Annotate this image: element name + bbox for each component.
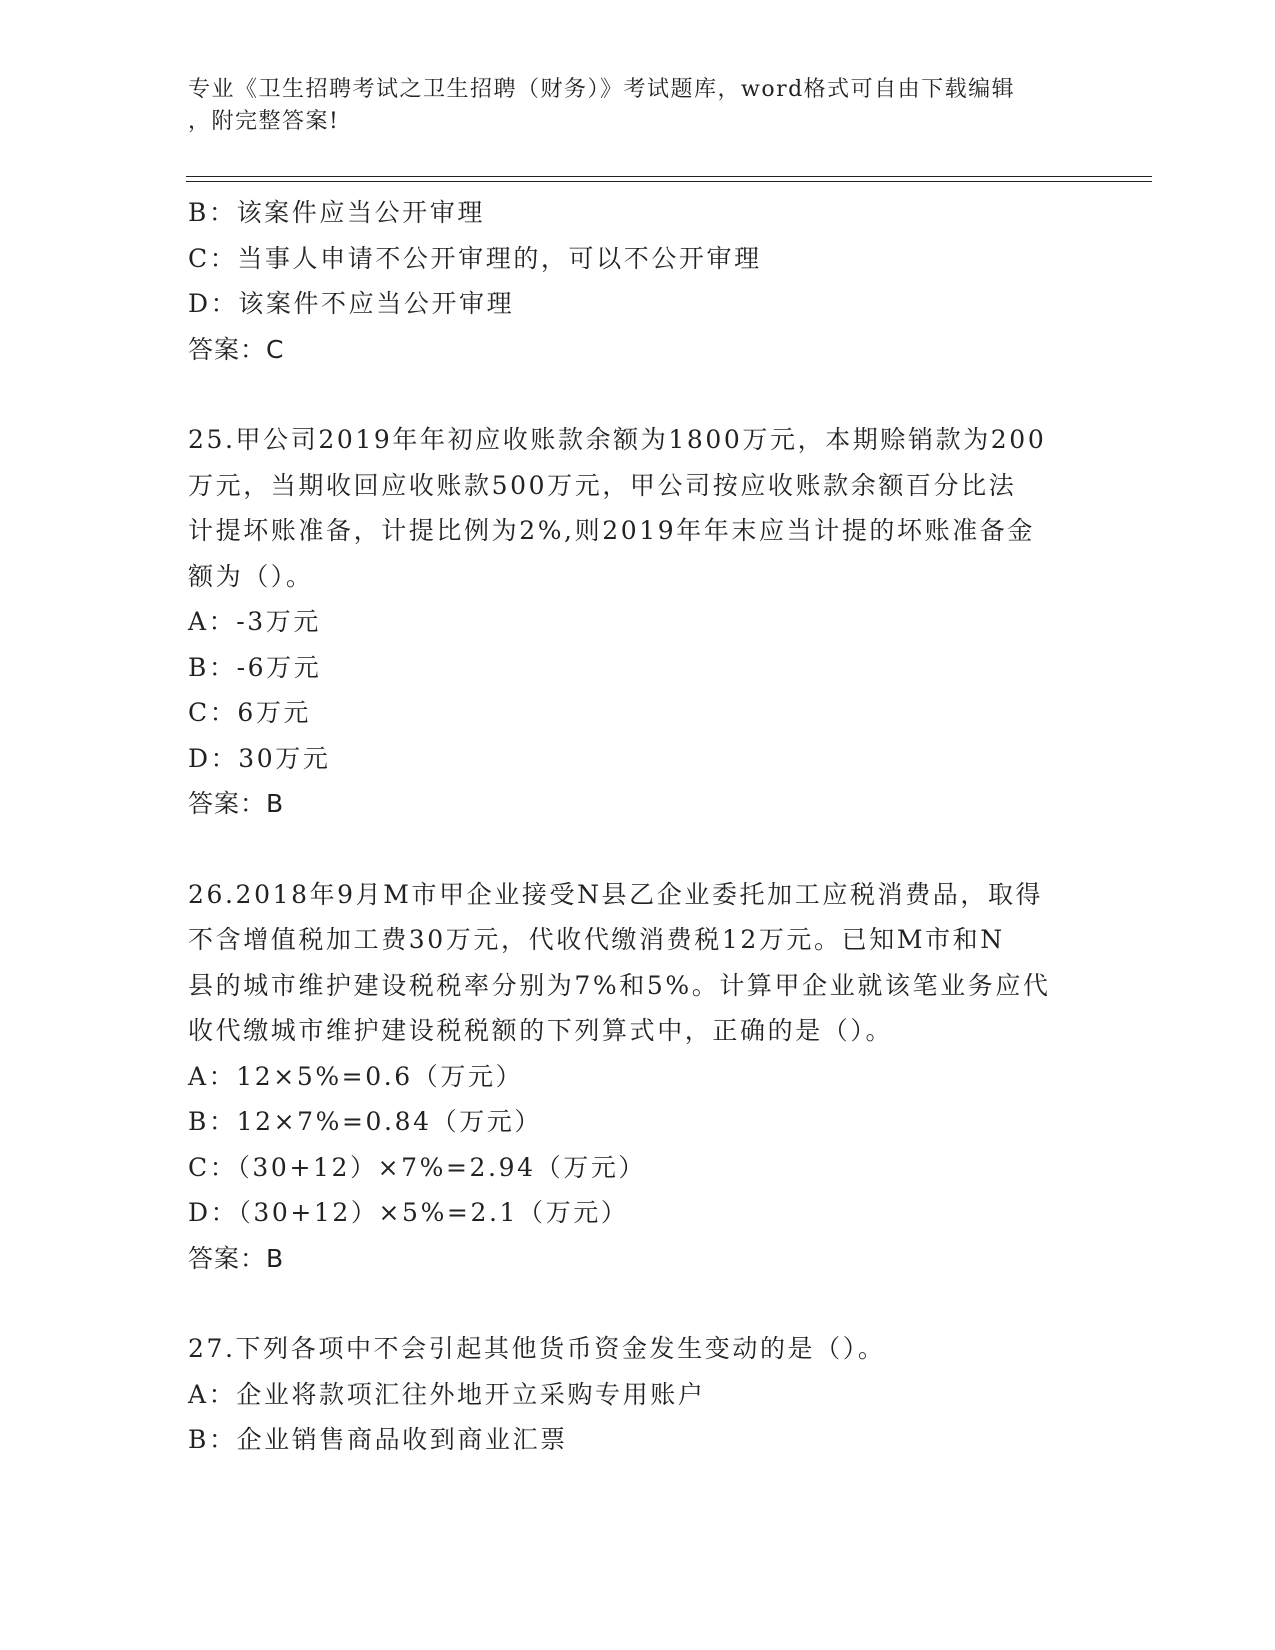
q27-option-b: B：企业销售商品收到商业汇票 <box>188 1425 568 1454</box>
header-double-rule <box>186 176 1152 182</box>
q25-option-b: B：-6万元 <box>188 652 322 682</box>
header-line-1: 专业《卫生招聘考试之卫生招聘（财务）》考试题库，word格式可自由下载编辑 <box>188 77 1016 102</box>
q25-option-d: D：30万元 <box>188 743 331 773</box>
q25-option-a: A：-3万元 <box>188 607 322 636</box>
q27-option-a: A：企业将款项汇往外地开立采购专用账户 <box>188 1379 706 1409</box>
header-line-2: ，附完整答案! <box>188 109 340 134</box>
question-content <box>188 190 1088 1463</box>
q25-stem-line: 额为（）。 <box>188 561 314 591</box>
q25-stem-line: 计提坏账准备，计提比例为2%,则2019年年末应当计提的坏账准备金 <box>188 516 1036 545</box>
q26-stem-line: 收代缴城市维护建设税税额的下列算式中，正确的是（）。 <box>188 1016 894 1045</box>
q25-stem-line: 万元，当期收回应收账款500万元，甲公司按应收账款余额百分比法 <box>188 470 1017 500</box>
q25-stem-line: 25.甲公司2019年年初应收账款余额为1800万元，本期赊销款为200 <box>188 425 1047 454</box>
q26-option-d: D：（30+12）×5%=2.1（万元） <box>188 1198 629 1227</box>
q26-answer: 答案：B <box>188 1243 285 1273</box>
q26-stem-line: 县的城市维护建设税税率分别为7%和5%。计算甲企业就该笔业务应代 <box>188 970 1051 1000</box>
page-header <box>188 74 1068 138</box>
question-27 <box>188 1326 1088 1463</box>
question-25 <box>188 417 1088 827</box>
question-26 <box>188 872 1088 1282</box>
q24-option-d: D：该案件不应当公开审理 <box>188 289 515 318</box>
q25-option-c: C：6万元 <box>188 698 312 727</box>
q26-stem-line: 不含增值税加工费30万元，代收代缴消费税12万元。已知M市和N <box>188 925 1005 954</box>
q26-option-b: B：12×7%=0.84（万元） <box>188 1107 543 1136</box>
question-24-tail <box>188 190 1088 372</box>
q26-stem-line: 26.2018年9月M市甲企业接受N县乙企业委托加工应税消费品，取得 <box>188 879 1044 909</box>
q25-answer: 答案：B <box>188 789 285 818</box>
q26-option-c: C：（30+12）×7%=2.94（万元） <box>188 1152 647 1182</box>
q24-option-b: B：该案件应当公开审理 <box>188 198 485 227</box>
q26-option-a: A：12×5%=0.6（万元） <box>188 1061 524 1091</box>
q27-stem: 27.下列各项中不会引起其他货币资金发生变动的是（）。 <box>188 1334 886 1363</box>
q24-option-c: C：当事人申请不公开审理的，可以不公开审理 <box>188 243 762 273</box>
q24-answer: 答案：C <box>188 334 285 364</box>
